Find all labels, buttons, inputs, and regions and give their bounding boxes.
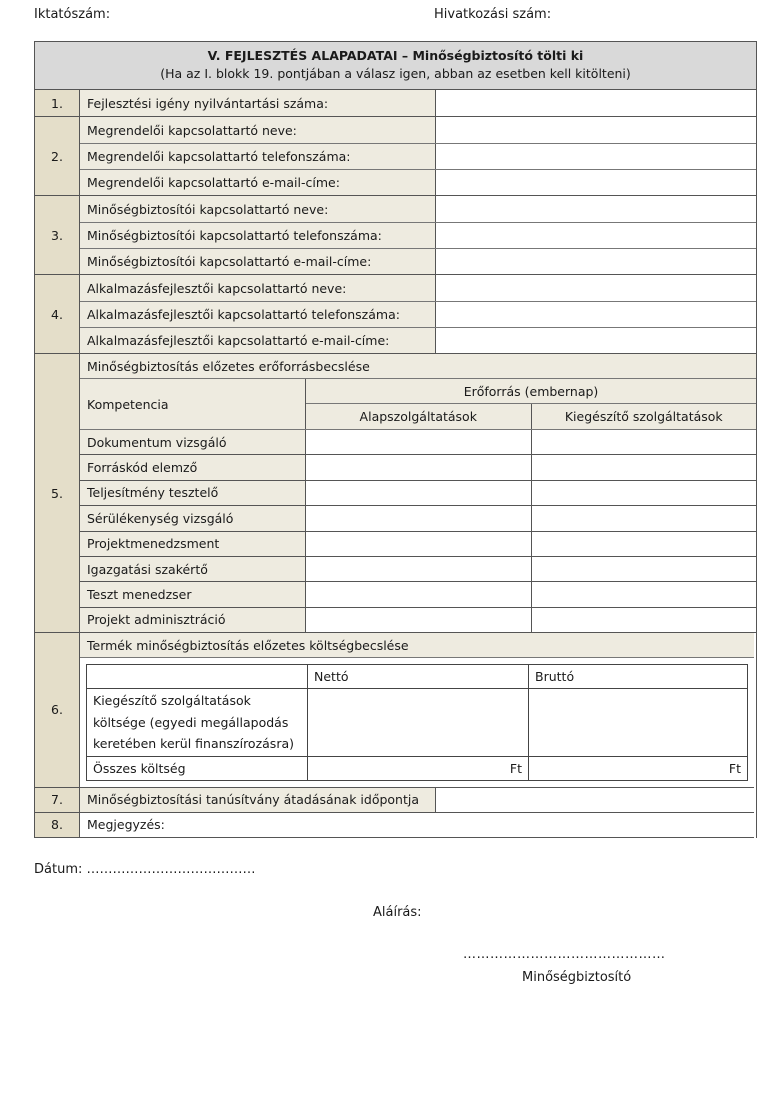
section-number: 4. xyxy=(35,275,80,353)
form-row xyxy=(80,169,756,195)
date-line: Dátum: ………………………………… xyxy=(34,862,256,877)
field-label: Alkalmazásfejlesztői kapcsolattartó e-mail-címe: xyxy=(80,328,436,353)
form-title: V. FEJLESZTÉS ALAPADATAI – Minőségbiztosító tölti ki xyxy=(207,48,584,63)
section-number: 1. xyxy=(35,90,80,116)
additional-services-header: Kiegészítő szolgáltatások xyxy=(531,404,757,429)
form-row xyxy=(80,222,756,248)
signature-label: Aláírás: xyxy=(373,905,422,920)
qa-contact-phone-field[interactable] xyxy=(436,223,756,248)
competence-row xyxy=(80,531,756,556)
additional-services-field[interactable] xyxy=(531,608,757,632)
section-number: 2. xyxy=(35,117,80,195)
competence-label: Teszt menedzser xyxy=(80,582,306,606)
cost-table-header xyxy=(87,665,748,689)
section-number: 3. xyxy=(35,196,80,274)
additional-cost-net-field[interactable] xyxy=(308,689,529,757)
additional-services-field[interactable] xyxy=(531,455,757,479)
form-row xyxy=(80,301,756,327)
competence-label: Projekt adminisztráció xyxy=(80,608,306,632)
qa-contact-email-field[interactable] xyxy=(436,249,756,274)
form-row xyxy=(80,275,756,301)
basic-services-field[interactable] xyxy=(306,557,531,581)
additional-services-field[interactable] xyxy=(531,506,757,530)
field-label: Megrendelői kapcsolattartó neve: xyxy=(80,117,436,143)
basic-services-field[interactable] xyxy=(306,608,531,632)
section-number: 7. xyxy=(35,788,80,812)
section-4 xyxy=(35,275,756,354)
dev-contact-email-field[interactable] xyxy=(436,328,756,353)
competence-label: Sérülékenység vizsgáló xyxy=(80,506,306,530)
net-header: Nettó xyxy=(308,665,529,689)
additional-services-field[interactable] xyxy=(531,582,757,606)
additional-services-field[interactable] xyxy=(531,557,757,581)
resource-header: Erőforrás (embernap) xyxy=(306,379,756,404)
field-label: Minőségbiztosítói kapcsolattartó e-mail-címe: xyxy=(80,249,436,274)
customer-contact-phone-field[interactable] xyxy=(436,144,756,169)
additional-cost-gross-field[interactable] xyxy=(529,689,748,757)
competence-row xyxy=(80,430,756,454)
dev-contact-name-field[interactable] xyxy=(436,275,756,301)
competence-label: Forráskód elemző xyxy=(80,455,306,479)
form-row xyxy=(80,327,756,353)
section-number: 8. xyxy=(35,813,80,837)
competence-header: Kompetencia xyxy=(80,379,306,429)
section-5-resource-estimate xyxy=(35,354,756,633)
competence-label: Projektmenedzsment xyxy=(80,532,306,556)
basic-services-field[interactable] xyxy=(306,455,531,479)
competence-label: Teljesítmény tesztelő xyxy=(80,481,306,505)
section-2 xyxy=(35,117,756,196)
form-row xyxy=(80,117,756,143)
competence-label: Igazgatási szakértő xyxy=(80,557,306,581)
competence-row xyxy=(80,556,756,581)
certificate-date-field[interactable] xyxy=(436,788,754,812)
dev-contact-phone-field[interactable] xyxy=(436,302,756,327)
section-number: 5. xyxy=(35,354,80,632)
section-7 xyxy=(35,788,754,813)
form-row xyxy=(80,813,754,837)
additional-cost-row xyxy=(87,689,748,757)
total-cost-label: Összes költség xyxy=(87,756,308,780)
field-label: Minőségbiztosítási tanúsítvány átadásának időpontja xyxy=(80,788,436,812)
gross-header: Bruttó xyxy=(529,665,748,689)
field-label: Alkalmazásfejlesztői kapcsolattartó telefonszáma: xyxy=(80,302,436,327)
additional-services-field[interactable] xyxy=(531,532,757,556)
signer-role: Minőségbiztosító xyxy=(522,970,632,985)
customer-contact-email-field[interactable] xyxy=(436,170,756,195)
form-row xyxy=(80,248,756,274)
competence-row xyxy=(80,607,756,632)
note-field[interactable]: Megjegyzés: xyxy=(80,813,754,837)
filing-number-label: Iktatószám: xyxy=(34,7,111,22)
total-gross-field[interactable]: Ft xyxy=(529,756,748,780)
total-cost-row xyxy=(87,756,748,780)
section-8 xyxy=(35,813,754,838)
basic-services-field[interactable] xyxy=(306,532,531,556)
basic-services-field[interactable] xyxy=(306,430,531,454)
cost-table xyxy=(86,664,748,781)
competence-row xyxy=(80,454,756,479)
form-row xyxy=(80,788,754,812)
total-net-field[interactable]: Ft xyxy=(308,756,529,780)
field-label: Fejlesztési igény nyilvántartási száma: xyxy=(80,90,436,116)
form-row xyxy=(80,196,756,222)
basic-services-header: Alapszolgáltatások xyxy=(306,404,531,429)
field-label: Megrendelői kapcsolattartó telefonszáma: xyxy=(80,144,436,169)
field-label: Megrendelői kapcsolattartó e-mail-címe: xyxy=(80,170,436,195)
signature-line: ……………………………………… xyxy=(463,947,666,962)
field-label: Alkalmazásfejlesztői kapcsolattartó neve: xyxy=(80,275,436,301)
form-subtitle: (Ha az I. blokk 19. pontjában a válasz igen, abban az esetben kell kitölteni) xyxy=(160,66,631,81)
customer-contact-name-field[interactable] xyxy=(436,117,756,143)
field-label: Minőségbiztosítói kapcsolattartó neve: xyxy=(80,196,436,222)
section-1 xyxy=(35,90,756,117)
empty-header-cell xyxy=(87,665,308,689)
basic-services-field[interactable] xyxy=(306,582,531,606)
field-label: Minőségbiztosítói kapcsolattartó telefonszáma: xyxy=(80,223,436,248)
form-row xyxy=(80,90,756,116)
cost-section-title: Termék minőségbiztosítás előzetes költségbecslése xyxy=(80,633,754,658)
section-6-cost-estimate xyxy=(35,633,754,788)
form-row xyxy=(80,143,756,169)
additional-services-field[interactable] xyxy=(531,481,757,505)
competence-row xyxy=(80,480,756,505)
additional-cost-label: Kiegészítő szolgáltatások költsége (egyedi megállapodás keretében kerül finanszírozásra) xyxy=(87,689,308,757)
competence-row xyxy=(80,505,756,530)
reference-number-label: Hivatkozási szám: xyxy=(434,7,552,22)
development-basics-form xyxy=(34,41,757,838)
competence-row xyxy=(80,581,756,606)
additional-services-field[interactable] xyxy=(531,430,757,454)
form-title-block xyxy=(35,42,756,90)
section-number: 6. xyxy=(35,633,80,787)
competence-label: Dokumentum vizsgáló xyxy=(80,430,306,454)
basic-services-field[interactable] xyxy=(306,481,531,505)
basic-services-field[interactable] xyxy=(306,506,531,530)
request-number-field[interactable] xyxy=(436,90,756,116)
resource-section-title: Minőségbiztosítás előzetes erőforrásbecslése xyxy=(80,354,756,379)
section-3 xyxy=(35,196,756,275)
qa-contact-name-field[interactable] xyxy=(436,196,756,222)
resource-table-header xyxy=(80,379,756,430)
